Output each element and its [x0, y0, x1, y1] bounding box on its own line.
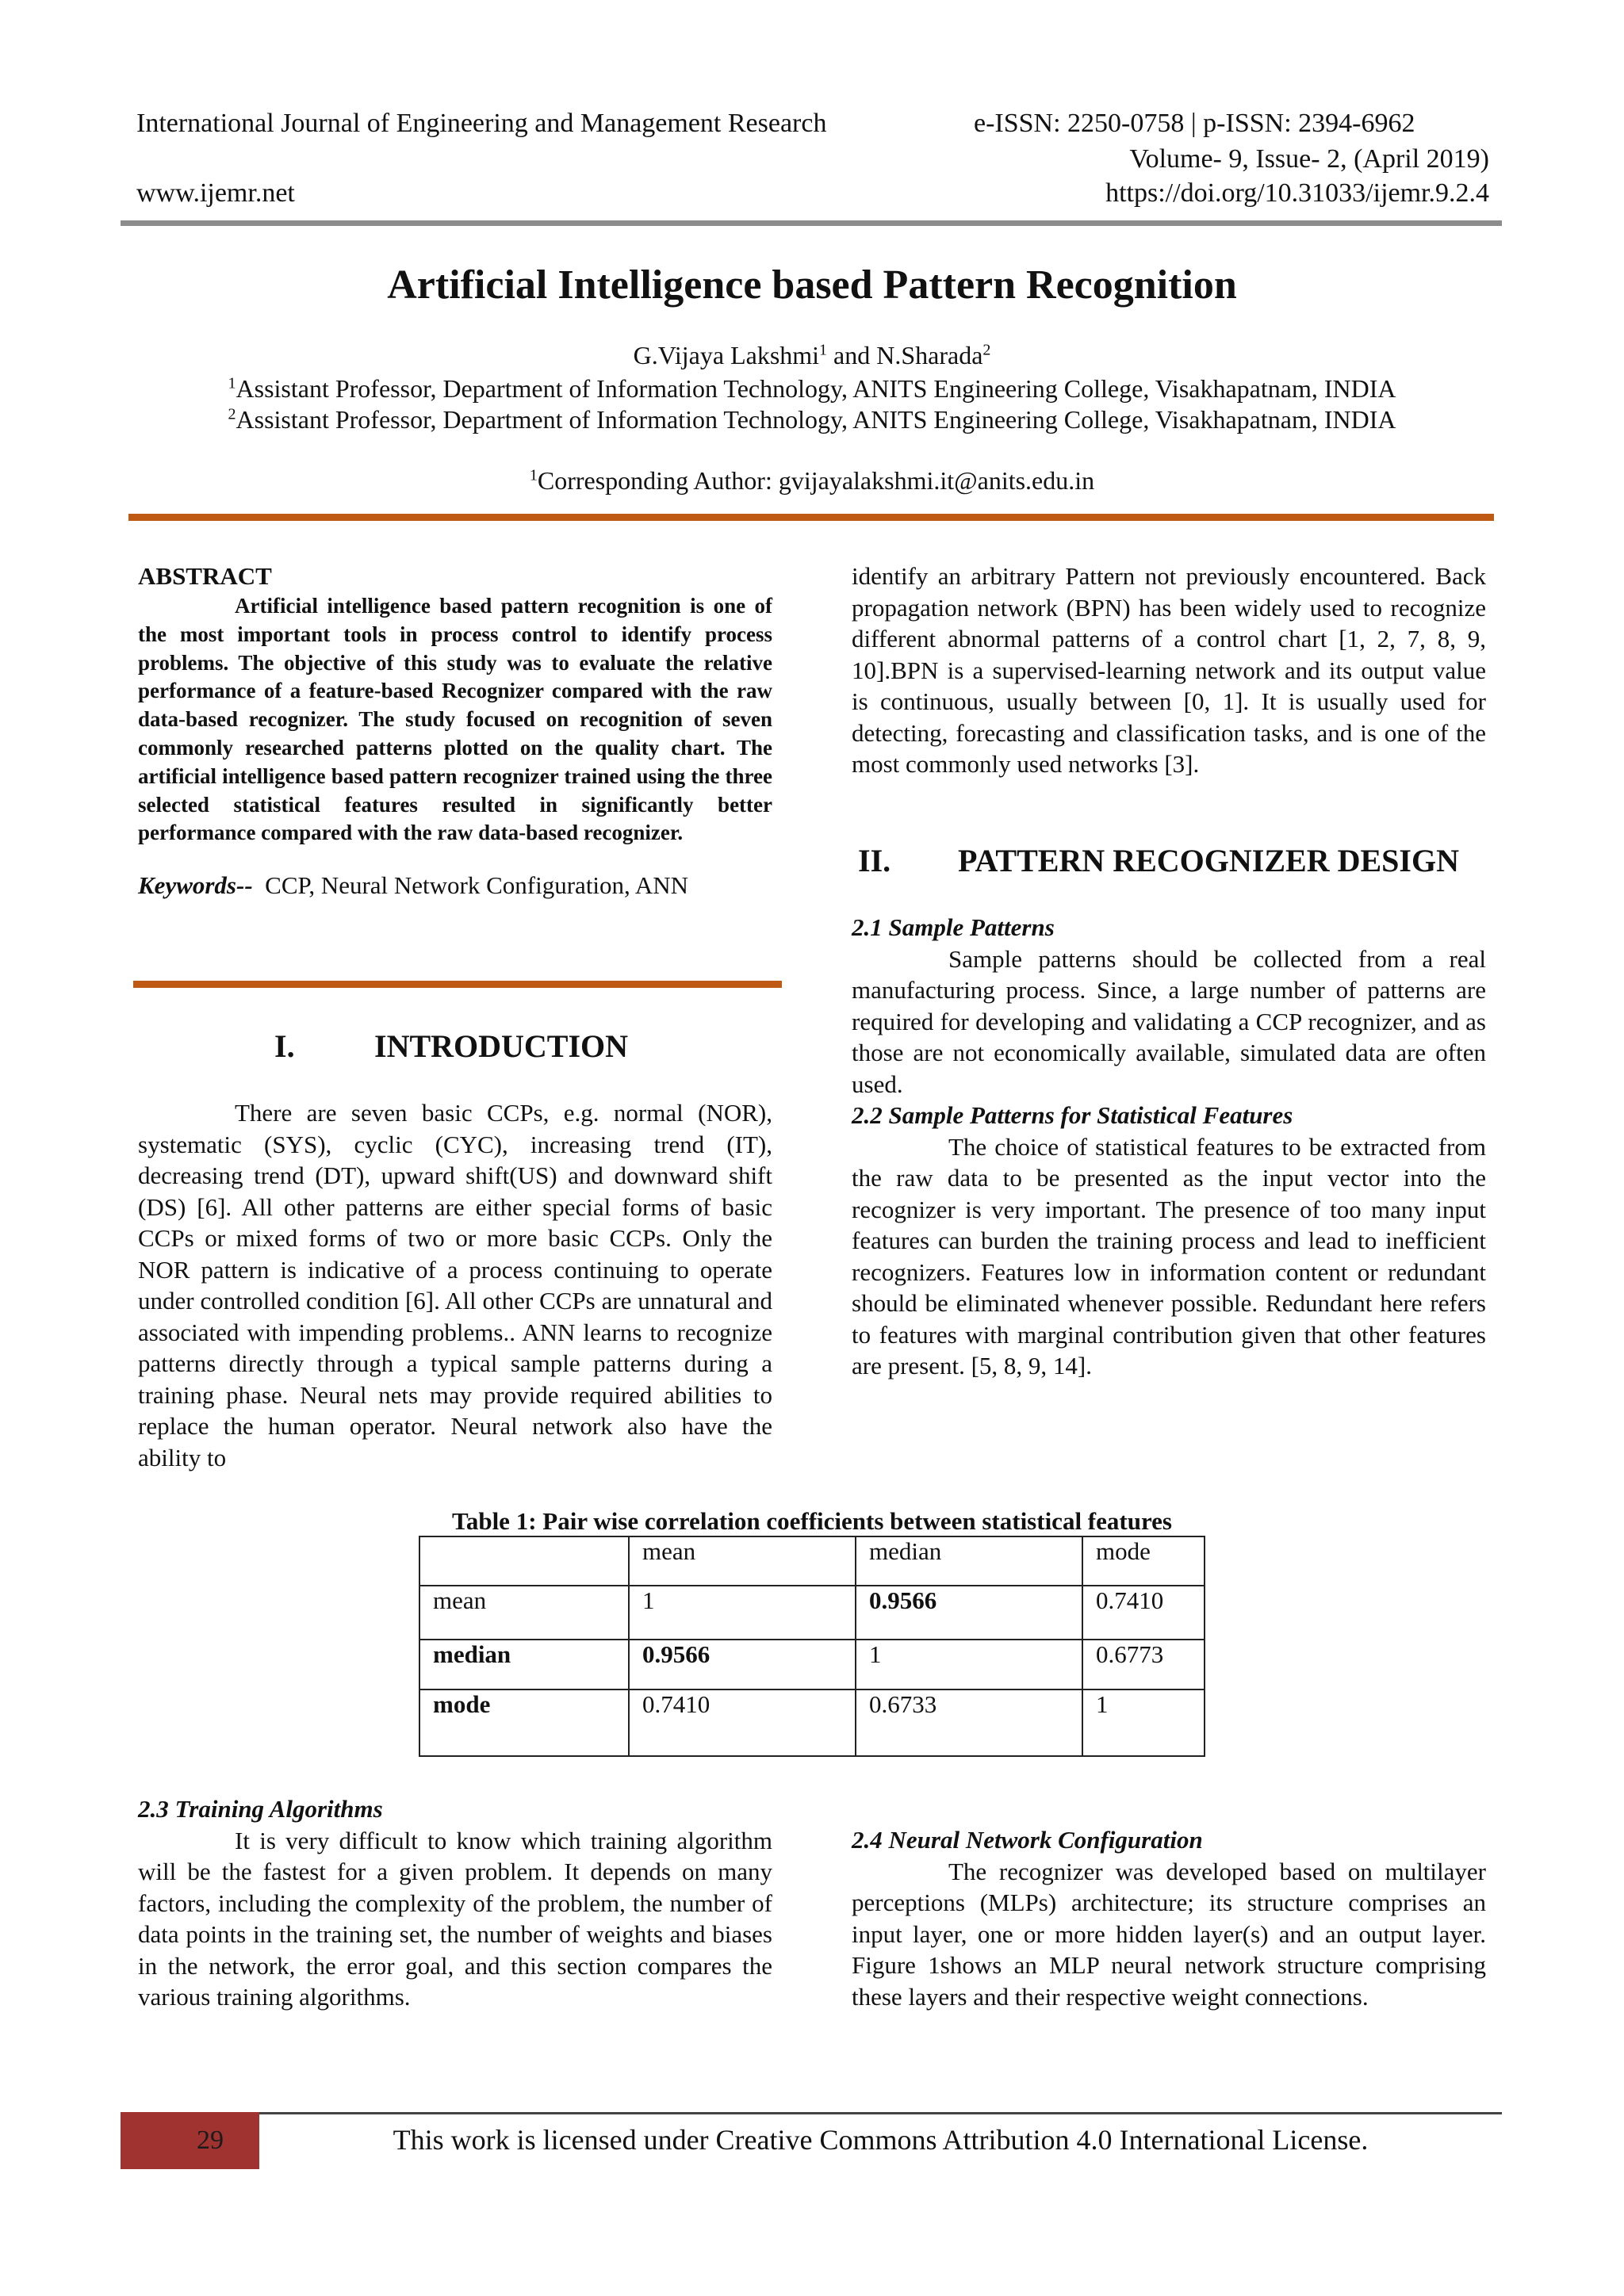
table-cell: 0.9566: [629, 1640, 856, 1689]
correlation-table: [419, 1536, 1205, 1757]
table-cell: median: [419, 1640, 629, 1689]
table-cell: 0.6733: [856, 1689, 1082, 1756]
table-header-cell: mode: [1082, 1536, 1205, 1586]
table-caption: Table 1: Pair wise correlation coefficients between statistical features: [452, 1507, 1172, 1535]
table-header-cell: [419, 1536, 629, 1586]
corr-sup: 1: [529, 466, 538, 484]
license-text: This work is licensed under Creative Commons Attribution 4.0 International License.: [393, 2124, 1369, 2156]
right-column-upper: [852, 561, 1486, 780]
corresponding-author: [0, 465, 1624, 496]
aff1-text: Assistant Professor, Department of Information Technology, ANITS Engineering College, Visakhapatnam, INDIA: [236, 374, 1396, 403]
abstract-heading: ABSTRACT: [138, 562, 272, 590]
corr-text: Corresponding Author: gvijayalakshmi.it@anits.edu.in: [537, 466, 1095, 495]
intro-heading: INTRODUCTION: [374, 1028, 629, 1064]
s22-heading: 2.2 Sample Patterns for Statistical Features: [852, 1101, 1293, 1129]
table-cell: mean: [419, 1586, 629, 1640]
s22-body: The choice of statistical features to be extracted from the raw data to be presented as the input vector into the recognizer is very important. The presence of too many input features can burden the training process and lead to inefficient recognizers. Features low in information content or redundant should be eliminated whenever possible. Redundant here refers to features with marginal contribution given that other features are present. [5, 8, 9, 14].: [852, 1132, 1486, 1380]
author-2-sup: 2: [982, 341, 991, 359]
table-header-row: [419, 1536, 1205, 1586]
right-column-lower: [852, 912, 1486, 1382]
intro-number: I.: [274, 1028, 295, 1064]
s24-section: [852, 1824, 1486, 2012]
keywords-label: Keywords--: [138, 871, 253, 900]
s23-body: It is very difficult to know which training algorithm will be the fastest for a given problem. It depends on many factors, including the complexity of the problem, the number of data points in the training set, the number of weights and biases in the network, the error goal, and this section compares the various training algorithms.: [138, 1826, 772, 2011]
aff2-text: Assistant Professor, Department of Information Technology, ANITS Engineering College, Visakhapatnam, INDIA: [236, 405, 1396, 434]
title-rule: [128, 514, 1494, 521]
table-cell: 1: [1082, 1689, 1205, 1756]
table-row: [419, 1586, 1205, 1640]
abstract-section: [138, 561, 772, 901]
aff1-sup: 1: [228, 374, 236, 392]
paper-title: Artificial Intelligence based Pattern Recognition: [387, 262, 1237, 308]
table-cell: 1: [629, 1586, 856, 1640]
intro-body: There are seven basic CCPs, e.g. normal (NOR), systematic (SYS), cyclic (CYC), increasing trend (IT), decreasing trend (DT), upward shift(US) and downward shift (DS) [6]. All other patterns are either special forms of basic CCPs or mixed forms of two or more basic CCPs. Only the NOR pattern is indicative of a process continuing to operate under controlled condition [6]. All other CCPs are unnatural and associated with impending problems.. ANN learns to recognize patterns directly through a typical sample patterns during a training phase. Neural nets may provide required abilities to replace the human operator. Neural network also have the ability to: [138, 1099, 772, 1471]
author-2: N.Sharada: [876, 341, 983, 369]
s24-body: The recognizer was developed based on multilayer perceptions (MLPs) architecture; its structure comprises an input layer, one or more hidden layer(s) and an output layer. Figure 1shows an MLP neural network structure comprising these layers and their respective weight connections.: [852, 1857, 1486, 2011]
table-cell: 0.7410: [1082, 1586, 1205, 1640]
table-header-cell: median: [856, 1536, 1082, 1586]
s24-heading: 2.4 Neural Network Configuration: [852, 1826, 1203, 1854]
table-header-cell: mean: [629, 1536, 856, 1586]
keywords-text: CCP, Neural Network Configuration, ANN: [252, 871, 688, 900]
authors-line: [0, 339, 1624, 371]
affiliation-2: [0, 404, 1624, 435]
table-row: [419, 1640, 1205, 1689]
author-1: G.Vijaya Lakshmi: [633, 341, 820, 369]
doi-link[interactable]: https://doi.org/10.31033/ijemr.9.2.4: [1105, 178, 1489, 208]
page-number: 29: [197, 2126, 224, 2155]
table-cell: 0.7410: [629, 1689, 856, 1756]
abstract-body: Artificial intelligence based pattern recognition is one of the most important tools in process control to identify process problems. The objective of this study was to evaluate the relative performance of a feature-based Recognizer compared with the raw data-based recognizer. The study focused on recognition of seven commonly researched patterns plotted on the quality chart. The artificial intelligence based pattern recognizer trained using the three selected statistical features resulted in significantly better performance compared with the raw data-based recognizer.: [138, 594, 772, 845]
issn: e-ISSN: 2250-0758 | p-ISSN: 2394-6962: [974, 109, 1415, 138]
author-1-sup: 1: [819, 341, 828, 359]
intro-column: [138, 1097, 772, 1473]
s21-body: Sample patterns should be collected from a real manufacturing process. Since, a large number of patterns are required for developing and validating a CCP recognizer, and as those are not economically available, simulated data are often used.: [852, 944, 1486, 1098]
keywords-line: [138, 870, 772, 901]
aff2-sup: 2: [228, 405, 236, 423]
header-rule: [121, 220, 1502, 226]
s23-section: [138, 1793, 772, 2013]
section2-number: II.: [858, 843, 891, 878]
s23-heading: 2.3 Training Algorithms: [138, 1795, 383, 1823]
table-row: [419, 1689, 1205, 1756]
s21-heading: 2.1 Sample Patterns: [852, 913, 1055, 941]
website-link[interactable]: www.ijemr.net: [136, 178, 295, 208]
footer-rule: [259, 2112, 1502, 2114]
table-cell: 0.6773: [1082, 1640, 1205, 1689]
intro-continued: identify an arbitrary Pattern not previously encountered. Back propagation network (BPN) has been widely used to recognize different abnormal patterns of a control chart [1, 2, 7, 8, 9, 10].BPN is a supervised-learning network and its output value is continuous, usually between [0, 1]. It is usually used for detecting, forecasting and classification tasks, and is one of the most commonly used networks [3].: [852, 562, 1486, 778]
section2-heading: PATTERN RECOGNIZER DESIGN: [958, 843, 1459, 878]
table-cell: 0.9566: [856, 1586, 1082, 1640]
affiliation-1: [0, 373, 1624, 404]
table-cell: 1: [856, 1640, 1082, 1689]
abstract-rule: [133, 981, 782, 988]
and-text: and: [827, 341, 877, 369]
journal-name: International Journal of Engineering and Management Research: [136, 109, 827, 138]
volume-issue: Volume- 9, Issue- 2, (April 2019): [1129, 144, 1489, 174]
table-cell: mode: [419, 1689, 629, 1756]
